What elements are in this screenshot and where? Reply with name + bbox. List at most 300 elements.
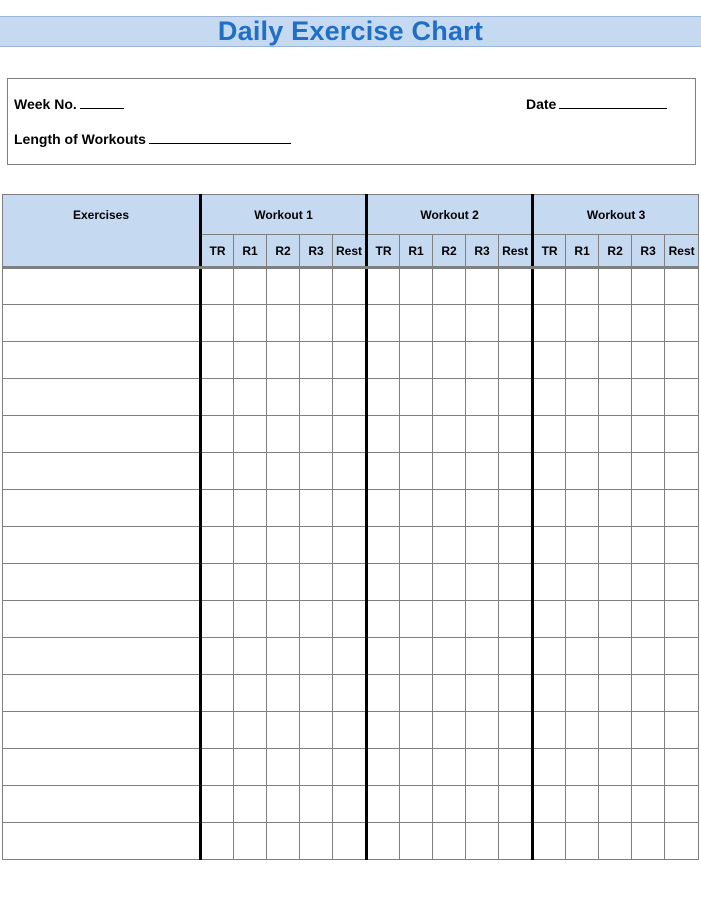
workout-2-rest-cell[interactable] [499,564,533,601]
workout-2-r2-cell[interactable] [433,490,466,527]
workout-3-tr-cell[interactable] [533,527,566,564]
workout-2-r3-cell[interactable] [466,564,499,601]
workout-1-r1-cell[interactable] [234,786,267,823]
exercise-cell[interactable] [3,416,201,453]
workout-3-r3-header: R3 [632,235,665,268]
workout-3-tr-cell[interactable] [533,490,566,527]
workout-1-r1-cell[interactable] [234,823,267,860]
workout-1-tr-header: TR [201,235,234,268]
workout-2-r3-cell[interactable] [466,749,499,786]
length-field[interactable] [14,131,291,147]
workout-3-r2-cell[interactable] [599,786,632,823]
table-row [3,342,699,379]
workout-1-tr-cell[interactable] [201,749,234,786]
workout-3-tr-header: TR [533,235,566,268]
workout-1-r1-cell[interactable] [234,379,267,416]
workout-2-r3-cell[interactable] [466,712,499,749]
workout-3-r3-cell[interactable] [632,712,665,749]
workout-3-r2-cell[interactable] [599,823,632,860]
exercise-cell[interactable] [3,564,201,601]
workout-1-r3-cell[interactable] [300,416,333,453]
workout-3-r2-cell[interactable] [599,675,632,712]
workout-1-r1-cell[interactable] [234,453,267,490]
workout-2-tr-cell[interactable] [367,305,400,342]
workout-2-r2-header: R2 [433,235,466,268]
workout-3-tr-cell[interactable] [533,749,566,786]
workout-1-tr-cell[interactable] [201,601,234,638]
workout-1-r2-cell[interactable] [267,638,300,675]
workout-2-tr-header: TR [367,235,400,268]
exercise-rows [3,268,699,860]
workout-2-r2-cell[interactable] [433,786,466,823]
workout-3-r1-cell[interactable] [566,749,599,786]
workout-2-r1-cell[interactable] [400,453,433,490]
workout-3-r2-cell[interactable] [599,305,632,342]
workout-2-header: Workout 2 [367,195,533,235]
workout-2-r2-cell[interactable] [433,416,466,453]
workout-1-r2-cell[interactable] [267,675,300,712]
workout-2-tr-cell[interactable] [367,712,400,749]
workout-1-r3-cell[interactable] [300,268,333,305]
workout-3-rest-cell[interactable] [665,379,699,416]
workout-3-r2-cell[interactable] [599,379,632,416]
workout-3-rest-cell[interactable] [665,305,699,342]
workout-2-r1-cell[interactable] [400,268,433,305]
workout-1-tr-cell[interactable] [201,675,234,712]
workout-2-r2-cell[interactable] [433,823,466,860]
workout-2-tr-cell[interactable] [367,638,400,675]
workout-2-r2-cell[interactable] [433,564,466,601]
workout-1-r2-cell[interactable] [267,379,300,416]
workout-3-rest-cell[interactable] [665,564,699,601]
workout-1-tr-cell[interactable] [201,305,234,342]
exercises-header: Exercises [3,195,201,268]
workout-1-rest-cell[interactable] [333,786,367,823]
workout-3-r3-cell[interactable] [632,490,665,527]
workout-3-r3-cell[interactable] [632,564,665,601]
workout-3-r1-cell[interactable] [566,268,599,305]
workout-1-rest-header: Rest [333,235,367,268]
workout-2-r1-cell[interactable] [400,527,433,564]
table-row [3,712,699,749]
workout-1-r2-cell[interactable] [267,749,300,786]
workout-3-r3-cell[interactable] [632,786,665,823]
workout-1-r2-cell[interactable] [267,342,300,379]
workout-2-r3-cell[interactable] [466,638,499,675]
workout-1-r2-cell[interactable] [267,527,300,564]
exercise-cell[interactable] [3,342,201,379]
workout-2-tr-cell[interactable] [367,342,400,379]
exercise-cell[interactable] [3,453,201,490]
workout-3-tr-cell[interactable] [533,786,566,823]
workout-3-tr-cell[interactable] [533,453,566,490]
workout-1-rest-cell[interactable] [333,416,367,453]
workout-2-r2-cell[interactable] [433,601,466,638]
workout-3-r2-cell[interactable] [599,268,632,305]
workout-3-rest-cell[interactable] [665,416,699,453]
workout-1-tr-cell[interactable] [201,490,234,527]
workout-2-r2-cell[interactable] [433,712,466,749]
workout-3-r3-cell[interactable] [632,416,665,453]
week-blank[interactable] [80,96,124,109]
exercise-cell[interactable] [3,786,201,823]
workout-1-r3-cell[interactable] [300,564,333,601]
workout-1-r1-cell[interactable] [234,342,267,379]
workout-2-r1-cell[interactable] [400,305,433,342]
table-row [3,675,699,712]
workout-1-r3-cell[interactable] [300,342,333,379]
workout-2-r3-cell[interactable] [466,490,499,527]
workout-3-r3-cell[interactable] [632,823,665,860]
workout-3-rest-cell[interactable] [665,453,699,490]
date-field[interactable] [526,96,667,112]
workout-3-tr-cell[interactable] [533,601,566,638]
length-blank[interactable] [149,131,291,144]
workout-2-r2-cell[interactable] [433,379,466,416]
workout-3-r1-cell[interactable] [566,638,599,675]
workout-1-r2-cell[interactable] [267,268,300,305]
workout-2-tr-cell[interactable] [367,564,400,601]
workout-2-tr-cell[interactable] [367,749,400,786]
workout-3-tr-cell[interactable] [533,564,566,601]
workout-3-rest-cell[interactable] [665,601,699,638]
workout-3-r1-cell[interactable] [566,712,599,749]
workout-1-r2-cell[interactable] [267,305,300,342]
workout-2-tr-cell[interactable] [367,601,400,638]
workout-1-rest-cell[interactable] [333,342,367,379]
workout-3-tr-cell[interactable] [533,379,566,416]
workout-1-r3-cell[interactable] [300,786,333,823]
workout-2-r2-cell[interactable] [433,453,466,490]
week-field[interactable] [14,96,124,112]
week-label: Week No. [14,96,77,112]
workout-2-tr-cell[interactable] [367,527,400,564]
workout-3-r1-cell[interactable] [566,527,599,564]
workout-2-tr-cell[interactable] [367,416,400,453]
workout-1-tr-cell[interactable] [201,564,234,601]
workout-2-r1-cell[interactable] [400,416,433,453]
workout-2-tr-cell[interactable] [367,786,400,823]
workout-2-r1-cell[interactable] [400,490,433,527]
workout-3-r3-cell[interactable] [632,342,665,379]
workout-3-r3-cell[interactable] [632,453,665,490]
workout-2-r1-cell[interactable] [400,749,433,786]
workout-1-r3-cell[interactable] [300,601,333,638]
workout-3-r3-cell[interactable] [632,675,665,712]
workout-2-r3-cell[interactable] [466,342,499,379]
workout-2-r1-cell[interactable] [400,675,433,712]
workout-2-r2-cell[interactable] [433,749,466,786]
workout-2-rest-cell[interactable] [499,305,533,342]
workout-1-rest-cell[interactable] [333,601,367,638]
workout-1-r1-cell[interactable] [234,305,267,342]
workout-3-rest-cell[interactable] [665,527,699,564]
workout-3-r2-cell[interactable] [599,453,632,490]
workout-2-rest-cell[interactable] [499,453,533,490]
workout-1-tr-cell[interactable] [201,527,234,564]
workout-1-r1-cell[interactable] [234,416,267,453]
workout-2-r1-cell[interactable] [400,379,433,416]
workout-2-rest-header: Rest [499,235,533,268]
workout-3-r1-cell[interactable] [566,564,599,601]
workout-1-rest-cell[interactable] [333,268,367,305]
workout-1-r1-cell[interactable] [234,712,267,749]
workout-3-rest-cell[interactable] [665,712,699,749]
workout-2-tr-cell[interactable] [367,823,400,860]
exercise-cell[interactable] [3,823,201,860]
workout-3-rest-cell[interactable] [665,823,699,860]
workout-1-r2-cell[interactable] [267,712,300,749]
workout-2-rest-cell[interactable] [499,601,533,638]
workout-1-r3-cell[interactable] [300,453,333,490]
workout-2-rest-cell[interactable] [499,749,533,786]
workout-2-r1-cell[interactable] [400,342,433,379]
workout-1-rest-cell[interactable] [333,675,367,712]
workout-2-r3-cell[interactable] [466,675,499,712]
workout-2-r1-header: R1 [400,235,433,268]
workout-1-rest-cell[interactable] [333,749,367,786]
exercise-cell[interactable] [3,268,201,305]
workout-3-r1-cell[interactable] [566,416,599,453]
workout-2-r2-cell[interactable] [433,342,466,379]
workout-3-tr-cell[interactable] [533,823,566,860]
workout-3-rest-cell[interactable] [665,749,699,786]
workout-3-r1-header: R1 [566,235,599,268]
workout-3-r1-cell[interactable] [566,601,599,638]
exercise-table [2,194,699,860]
exercise-cell[interactable] [3,675,201,712]
workout-3-rest-cell[interactable] [665,786,699,823]
exercise-cell[interactable] [3,712,201,749]
workout-3-r1-cell[interactable] [566,305,599,342]
workout-1-header: Workout 1 [201,195,367,235]
workout-3-r3-cell[interactable] [632,379,665,416]
workout-2-r1-cell[interactable] [400,638,433,675]
workout-3-r2-cell[interactable] [599,564,632,601]
title-bar [0,16,701,47]
workout-2-r1-cell[interactable] [400,601,433,638]
workout-2-rest-cell[interactable] [499,675,533,712]
workout-1-rest-cell[interactable] [333,490,367,527]
workout-2-r3-cell[interactable] [466,786,499,823]
workout-2-r2-cell[interactable] [433,268,466,305]
workout-3-r2-cell[interactable] [599,712,632,749]
workout-2-tr-cell[interactable] [367,379,400,416]
workout-2-r2-cell[interactable] [433,305,466,342]
workout-2-r3-cell[interactable] [466,601,499,638]
workout-1-r3-cell[interactable] [300,823,333,860]
workout-1-tr-cell[interactable] [201,416,234,453]
workout-3-r3-cell[interactable] [632,527,665,564]
workout-1-rest-cell[interactable] [333,712,367,749]
workout-3-r1-cell[interactable] [566,786,599,823]
workout-1-r3-cell[interactable] [300,675,333,712]
workout-1-tr-cell[interactable] [201,823,234,860]
workout-3-r3-cell[interactable] [632,749,665,786]
workout-1-r3-cell[interactable] [300,712,333,749]
workout-2-tr-cell[interactable] [367,268,400,305]
workout-2-r3-cell[interactable] [466,823,499,860]
workout-1-rest-cell[interactable] [333,305,367,342]
workout-3-rest-header: Rest [665,235,699,268]
table-row [3,638,699,675]
workout-2-rest-cell[interactable] [499,416,533,453]
workout-2-rest-cell[interactable] [499,712,533,749]
workout-2-r3-cell[interactable] [466,305,499,342]
workout-3-header: Workout 3 [533,195,699,235]
date-label: Date [526,96,557,112]
workout-1-r3-cell[interactable] [300,749,333,786]
workout-3-r2-cell[interactable] [599,342,632,379]
workout-1-r2-cell[interactable] [267,823,300,860]
workout-2-r1-cell[interactable] [400,712,433,749]
workout-1-rest-cell[interactable] [333,564,367,601]
workout-1-tr-cell[interactable] [201,453,234,490]
workout-3-r1-cell[interactable] [566,675,599,712]
workout-1-r1-cell[interactable] [234,675,267,712]
table-row [3,527,699,564]
table-row [3,786,699,823]
workout-1-tr-cell[interactable] [201,268,234,305]
header-row-workouts [3,195,699,235]
table-row [3,453,699,490]
workout-1-r2-cell[interactable] [267,601,300,638]
workout-1-r2-cell[interactable] [267,453,300,490]
workout-1-r1-cell[interactable] [234,638,267,675]
workout-2-r2-cell[interactable] [433,638,466,675]
workout-1-r2-cell[interactable] [267,490,300,527]
table-row [3,564,699,601]
workout-2-r3-cell[interactable] [466,268,499,305]
workout-2-r1-cell[interactable] [400,823,433,860]
page-title: Daily Exercise Chart [217,16,484,46]
workout-1-r1-cell[interactable] [234,490,267,527]
workout-3-r2-cell[interactable] [599,490,632,527]
workout-2-rest-cell[interactable] [499,379,533,416]
workout-2-r3-cell[interactable] [466,416,499,453]
workout-3-r2-cell[interactable] [599,749,632,786]
workout-1-rest-cell[interactable] [333,379,367,416]
workout-3-rest-cell[interactable] [665,638,699,675]
table-row [3,305,699,342]
workout-1-tr-cell[interactable] [201,638,234,675]
workout-3-r2-cell[interactable] [599,638,632,675]
workout-2-tr-cell[interactable] [367,490,400,527]
workout-1-tr-cell[interactable] [201,379,234,416]
workout-1-r1-cell[interactable] [234,527,267,564]
workout-1-r3-cell[interactable] [300,638,333,675]
workout-3-r3-cell[interactable] [632,638,665,675]
exercise-cell[interactable] [3,601,201,638]
workout-3-rest-cell[interactable] [665,342,699,379]
workout-3-r3-cell[interactable] [632,305,665,342]
workout-3-r1-cell[interactable] [566,379,599,416]
exercise-cell[interactable] [3,749,201,786]
workout-3-r3-cell[interactable] [632,601,665,638]
workout-3-r2-cell[interactable] [599,601,632,638]
workout-1-rest-cell[interactable] [333,823,367,860]
workout-2-r3-cell[interactable] [466,453,499,490]
date-blank[interactable] [559,96,667,109]
exercise-cell[interactable] [3,379,201,416]
exercise-cell[interactable] [3,638,201,675]
workout-3-r2-cell[interactable] [599,416,632,453]
exercise-cell[interactable] [3,527,201,564]
table-row [3,601,699,638]
workout-2-rest-cell[interactable] [499,268,533,305]
table-row [3,823,699,860]
workout-3-rest-cell[interactable] [665,490,699,527]
workout-1-r2-cell[interactable] [267,786,300,823]
workout-1-r2-cell[interactable] [267,416,300,453]
workout-2-rest-cell[interactable] [499,490,533,527]
workout-1-tr-cell[interactable] [201,342,234,379]
workout-1-r2-cell[interactable] [267,564,300,601]
workout-2-rest-cell[interactable] [499,342,533,379]
workout-2-tr-cell[interactable] [367,453,400,490]
workout-2-r2-cell[interactable] [433,527,466,564]
workout-2-r3-header: R3 [466,235,499,268]
workout-3-r1-cell[interactable] [566,342,599,379]
workout-2-rest-cell[interactable] [499,638,533,675]
workout-3-r3-cell[interactable] [632,268,665,305]
workout-3-rest-cell[interactable] [665,675,699,712]
workout-1-r3-cell[interactable] [300,527,333,564]
workout-3-rest-cell[interactable] [665,268,699,305]
workout-1-r1-cell[interactable] [234,564,267,601]
workout-3-r2-header: R2 [599,235,632,268]
workout-1-r1-cell[interactable] [234,601,267,638]
workout-3-tr-cell[interactable] [533,416,566,453]
workout-3-tr-cell[interactable] [533,675,566,712]
workout-1-r3-cell[interactable] [300,305,333,342]
workout-3-r1-cell[interactable] [566,453,599,490]
table-row [3,749,699,786]
workout-1-tr-cell[interactable] [201,712,234,749]
workout-1-tr-cell[interactable] [201,786,234,823]
workout-3-tr-cell[interactable] [533,342,566,379]
exercise-cell[interactable] [3,490,201,527]
workout-1-r1-cell[interactable] [234,749,267,786]
workout-3-r1-cell[interactable] [566,490,599,527]
workout-2-r1-cell[interactable] [400,786,433,823]
workout-2-r2-cell[interactable] [433,675,466,712]
workout-1-r1-header: R1 [234,235,267,268]
workout-3-tr-cell[interactable] [533,268,566,305]
workout-2-r3-cell[interactable] [466,379,499,416]
workout-2-r3-cell[interactable] [466,527,499,564]
workout-3-tr-cell[interactable] [533,638,566,675]
workout-2-rest-cell[interactable] [499,823,533,860]
workout-3-r2-cell[interactable] [599,527,632,564]
workout-1-rest-cell[interactable] [333,638,367,675]
workout-1-rest-cell[interactable] [333,453,367,490]
exercise-cell[interactable] [3,305,201,342]
info-box [7,78,696,165]
workout-1-rest-cell[interactable] [333,527,367,564]
workout-1-r3-cell[interactable] [300,379,333,416]
workout-3-tr-cell[interactable] [533,712,566,749]
workout-1-r3-cell[interactable] [300,490,333,527]
workout-3-r1-cell[interactable] [566,823,599,860]
workout-2-rest-cell[interactable] [499,527,533,564]
workout-1-r1-cell[interactable] [234,268,267,305]
workout-1-r3-header: R3 [300,235,333,268]
workout-2-r1-cell[interactable] [400,564,433,601]
workout-2-tr-cell[interactable] [367,675,400,712]
workout-3-tr-cell[interactable] [533,305,566,342]
workout-2-rest-cell[interactable] [499,786,533,823]
